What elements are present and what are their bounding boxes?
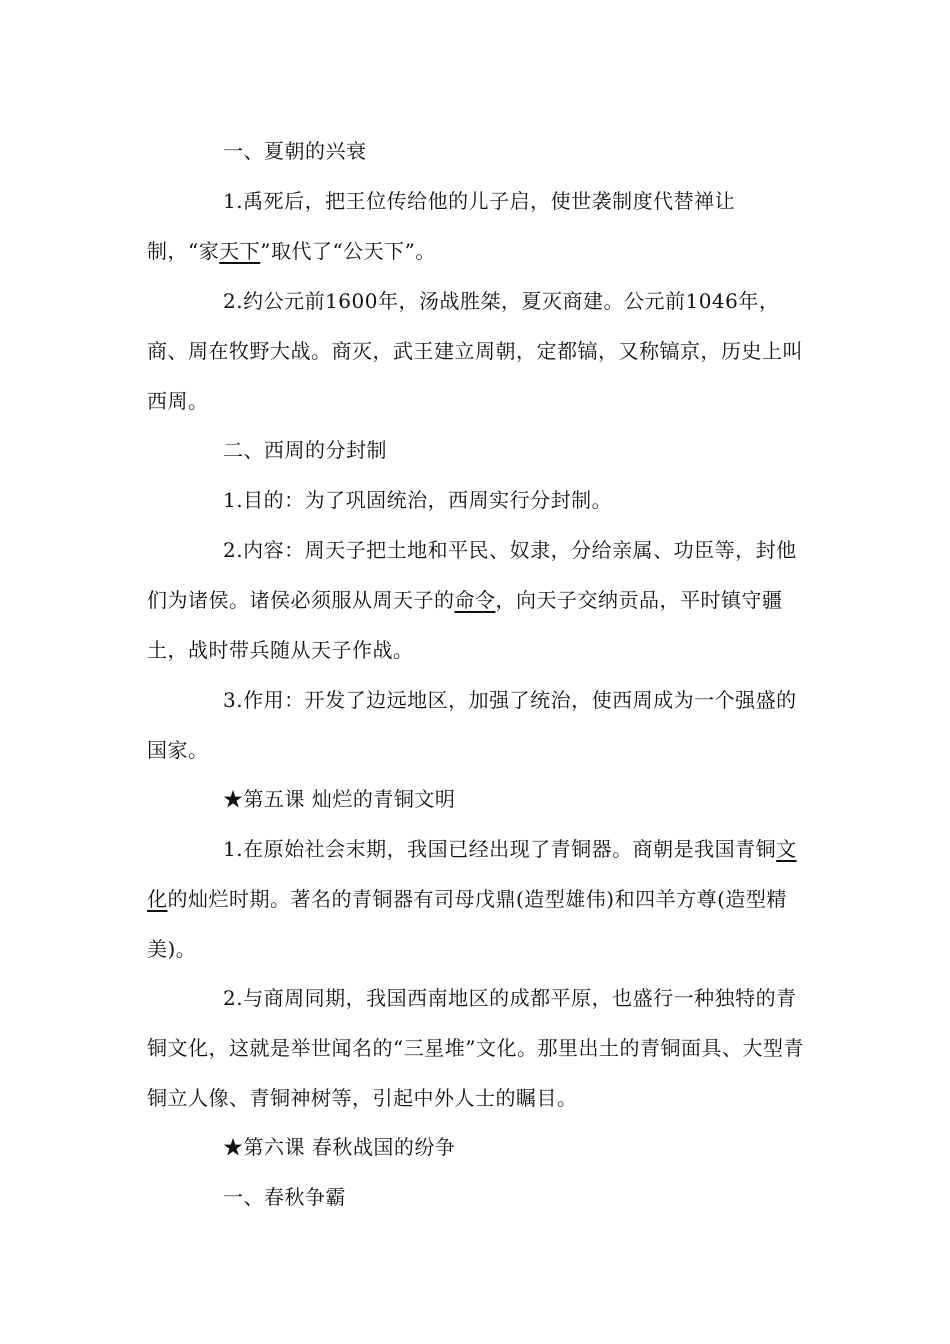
paragraph-effect: 3.作用：开发了边远地区，加强了统治，使西周成为一个强盛的国家。 xyxy=(147,688,797,762)
heading-xia-dynasty: 一、夏朝的兴衰 xyxy=(223,139,367,163)
underlined-term: 文化 xyxy=(147,837,797,911)
paragraph-bronze-shang: 1.在原始社会末期，我国已经出现了青铜器。商朝是我国青铜文化的灿烂时期。著名的青铜器有司母戊鼎(造型雄伟)和四羊方尊(造型精美)。 xyxy=(147,837,797,961)
paragraph-content: 2.内容：周天子把土地和平民、奴隶，分给亲属、功臣等，封他们为诸侯。诸侯必须服从周天子的命令，向天子交纳贡品，平时镇守疆土，战时带兵随从天子作战。 xyxy=(147,538,797,662)
underlined-term: 天下 xyxy=(219,239,261,263)
heading-lesson-six: ★第六课 春秋战国的纷争 xyxy=(223,1135,456,1159)
paragraph-sanxingdui: 2.与商周同期，我国西南地区的成都平原，也盛行一种独特的青铜文化，这就是举世闻名的“三星堆”文化。那里出土的青铜面具、大型青铜立人像、青铜神树等，引起中外人士的瞩目。 xyxy=(147,986,804,1110)
heading-spring-autumn: 一、春秋争霸 xyxy=(223,1185,346,1209)
heading-enfeoffment: 二、西周的分封制 xyxy=(223,438,387,462)
paragraph-yu-succession: 1.禹死后，把王位传给他的儿子启，使世袭制度代替禅让制，“家天下”取代了“公天下”。 xyxy=(147,189,736,263)
heading-lesson-five: ★第五课 灿烂的青铜文明 xyxy=(223,787,456,811)
underlined-term: 命令 xyxy=(454,588,496,612)
paragraph-shang-zhou: 2.约公元前1600年，汤战胜桀，夏灭商建。公元前1046年，商、周在牧野大战。商灭，武王建立周朝，定都镐，又称镐京，历史上叫西周。 xyxy=(147,289,803,413)
paragraph-purpose: 1.目的：为了巩固统治，西周实行分封制。 xyxy=(223,488,613,512)
